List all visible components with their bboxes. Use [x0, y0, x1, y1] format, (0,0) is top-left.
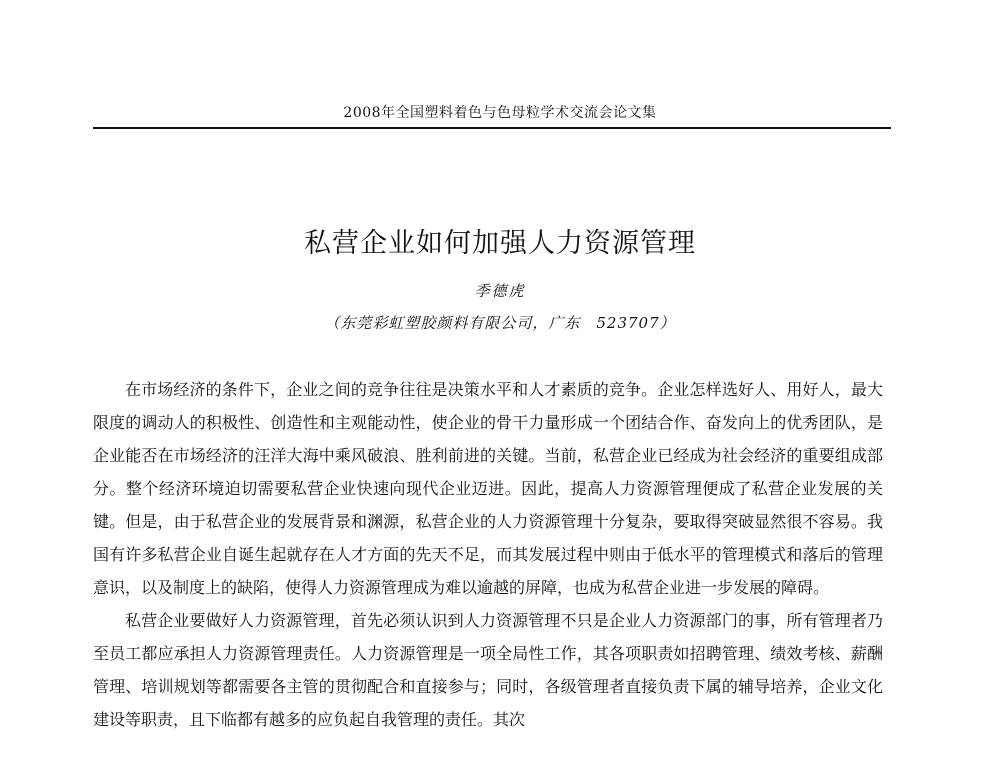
author-affiliation: （东莞彩虹塑胶颜料有限公司，广东 523707）: [324, 314, 676, 332]
header-rule: [93, 127, 891, 129]
author-name: 季德虎: [474, 282, 526, 300]
body-paragraph-1: 在市场经济的条件下，企业之间的竞争往往是决策水平和人才素质的竞争。企业怎样选好人、用好人，最大限度的调动人的积极性、创造性和主观能动性，使企业的骨干力量形成一个团结合作、奋发向上的优秀团队，是企业能否在市场经济的汪洋大海中乘风破浪、胜利前进的关键。当前，私营企业已经成为社会经济的重要组成部分。整个经济环境迫切需要私营企业快速向现代企业迈进。因此，提高人力资源管理便成了私营企业发展的关键。但是，由于私营企业的发展背景和渊源，私营企业的人力资源管理十分复杂，要取得突破显然很不容易。我国有许多私营企业自诞生起就存在人才方面的先天不足，而其发展过程中则由于低水平的管理模式和落后的管理意识，以及制度上的缺陷，使得人力资源管理成为难以逾越的屏障，也成为私营企业进一步发展的障碍。: [93, 380, 883, 597]
running-header: 2008年全国塑料着色与色母粒学术交流会论文集: [343, 105, 657, 121]
article-body: [93, 373, 883, 736]
article-title: 私营企业如何加强人力资源管理: [304, 228, 696, 259]
body-paragraph-2: 私营企业要做好人力资源管理，首先必须认识到人力资源管理不只是企业人力资源部门的事，所有管理者乃至员工都应承担人力资源管理责任。人力资源管理是一项全局性工作，其各项职责如招聘管理、绩效考核、薪酬管理、培训规划等都需要各主管的贯彻配合和直接参与；同时，各级管理者直接负责下属的辅导培养，企业文化建设等职责，且下临都有越多的应负起自我管理的责任。其次: [93, 611, 883, 729]
